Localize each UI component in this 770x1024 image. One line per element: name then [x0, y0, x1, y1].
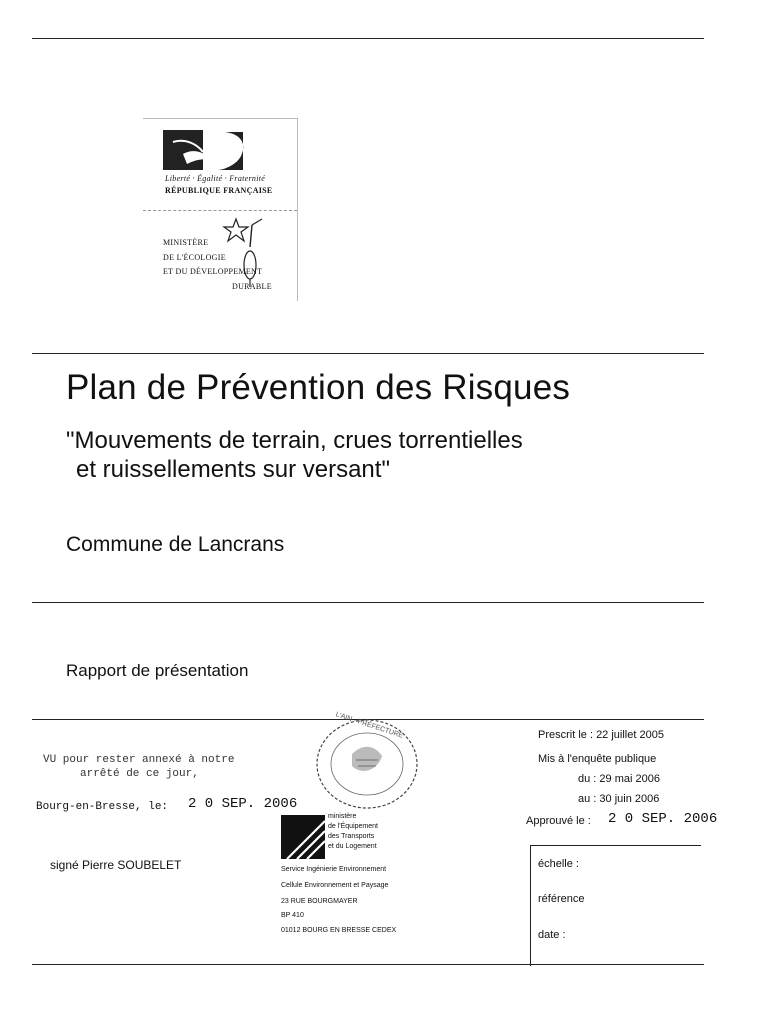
subtitle-line-1: "Mouvements de terrain, crues torrentielles	[66, 427, 523, 454]
service-line-1: Service Ingénierie Environnement	[281, 866, 387, 873]
service-line-3: 23 RUE BOURGMAYER	[281, 898, 358, 905]
date-label: date :	[538, 929, 566, 941]
equipment-ministry-line-1: ministère	[328, 813, 357, 820]
service-line-4: BP 410	[281, 912, 304, 919]
ministry-line-1: MINISTÈRE	[163, 238, 209, 247]
stamp-date: 2 0 SEP. 2006	[188, 796, 298, 812]
ministry-line-2: DE L'ÉCOLOGIE	[163, 253, 226, 262]
prefecture-seal-icon	[312, 714, 422, 814]
footer-bottom-rule	[32, 964, 704, 965]
report-label: Rapport de présentation	[66, 661, 249, 680]
equipment-ministry-logo-icon	[281, 815, 325, 859]
republic-name: RÉPUBLIQUE FRANÇAISE	[165, 186, 273, 195]
commune-name: Commune de Lancrans	[66, 533, 285, 556]
service-line-2: Cellule Environnement et Paysage	[281, 882, 389, 889]
inquiry-label: Mis à l'enquête publique	[538, 753, 657, 765]
subtitle-line-2: et ruissellements sur versant"	[76, 456, 390, 483]
annex-line-1: VU pour rester annexé à notre	[43, 754, 235, 766]
reference-label: référence	[538, 893, 585, 905]
ministry-line-4: DURABLE	[232, 282, 272, 291]
approved-label: Approuvé le :	[526, 815, 591, 827]
marianne-logo-icon	[163, 130, 283, 172]
title-top-rule	[32, 353, 704, 354]
inquiry-to: au : 30 juin 2006	[578, 793, 660, 805]
equipment-ministry-line-3: des Transports	[328, 833, 375, 840]
top-rule	[32, 38, 704, 39]
equipment-ministry-line-4: et du Logement	[328, 843, 377, 850]
logo-separator	[143, 210, 297, 211]
prescribed-date: Prescrit le : 22 juillet 2005	[538, 729, 664, 741]
seal-text: L'AIN · PRÉFECTURE	[334, 711, 404, 740]
scale-label: échelle :	[538, 858, 579, 870]
mid-rule	[32, 602, 704, 603]
signed-by: signé Pierre SOUBELET	[50, 858, 182, 872]
republic-motto: Liberté · Égalité · Fraternité	[165, 174, 266, 183]
equipment-ministry-line-2: de l'Équipement	[328, 823, 378, 830]
ministry-line-3: ET DU DÉVELOPPEMENT	[163, 267, 263, 276]
annex-line-2: arrêté de ce jour,	[80, 768, 199, 780]
page-title: Plan de Prévention des Risques	[66, 368, 571, 407]
ministry-star-figure-icon	[222, 217, 272, 289]
inquiry-from: du : 29 mai 2006	[578, 773, 660, 785]
service-line-5: 01012 BOURG EN BRESSE CEDEX	[281, 927, 397, 934]
place-label: Bourg-en-Bresse, le:	[36, 801, 169, 813]
approved-date: 2 0 SEP. 2006	[608, 811, 718, 827]
